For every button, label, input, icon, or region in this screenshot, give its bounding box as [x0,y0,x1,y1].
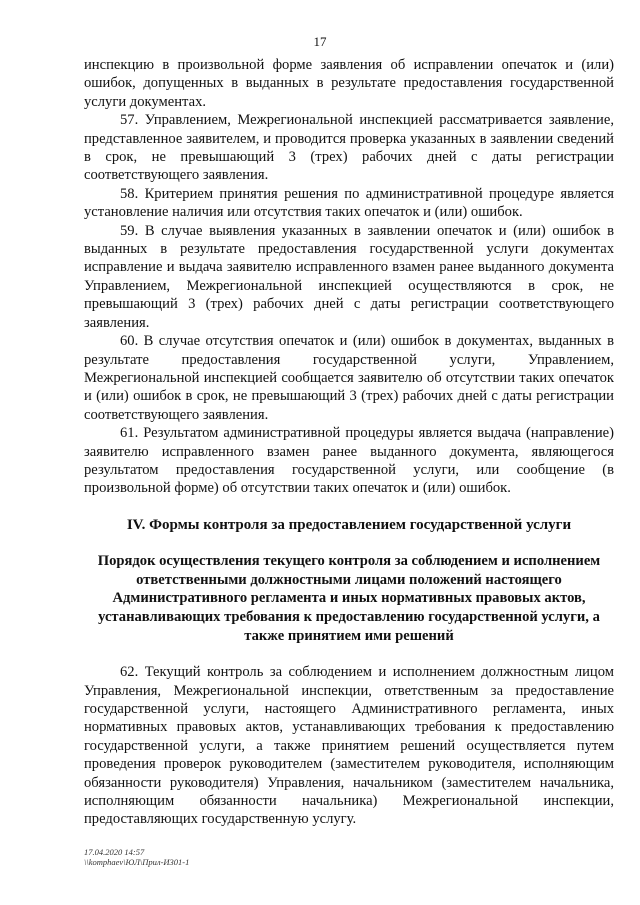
paragraph-57: 57. Управлением, Межрегиональной инспекцией рассматривается заявление, представленное заявителем, и проводится проверка указанных в заявлении сведений в срок, не превышающий 3 (трех) рабочих дней с даты регистрации соответствующего заявления. [84,112,614,184]
subsection-heading: Порядок осуществления текущего контроля за соблюдением и исполнением ответственными должностными лицами положений настоящего Административного регламента и иных нормативных правовых актов, устанавливающих требования к предоставлению государственной услуги, а также принятием ими решений [97,553,601,644]
footer-date: 17.04.2020 14:57 [84,847,145,857]
paragraph-continuation: инспекцию в произвольной форме заявления об исправлении опечаток и (или) ошибок, допущенных в выданных в результате предоставления государственной услуги документах. [84,57,614,110]
paragraph-61: 61. Результатом административной процедуры является выдача (направление) заявителю исправленного взамен ранее выданного документа, являющегося результатом предоставления государственной услуги, или сообщение (в произвольной форме) об отсутствии таких опечаток и (или) ошибок. [84,425,614,497]
paragraph-60: 60. В случае отсутствия опечаток и (или) ошибок в документах, выданных в результате предоставления государственной услуги, Управлением, Межрегиональной инспекцией сообщается заявителю об отсутствии таких опечаток и (или) ошибок в срок, не превышающий 3 (трех) рабочих дней с даты регистрации соответствующего заявления. [84,333,614,423]
paragraph-59: 59. В случае выявления указанных в заявлении опечаток и (или) ошибок в выданных в результате предоставления государственной услуги документах исправление и выдача заявителю исправленного взамен ранее выданного документа Управлением, Межрегиональной инспекцией осуществляются в срок, не превышающий 3 (трех) рабочих дней с даты регистрации соответствующего заявления. [84,222,614,331]
footer-path: \\komphaev\ЮЛ\Прил-И301-1 [84,857,190,867]
document-footer [84,847,189,867]
document-body [84,56,614,829]
section-heading-iv: IV. Формы контроля за предоставлением государственной услуги [126,516,572,533]
page-number: 17 [313,34,327,49]
paragraph-62: 62. Текущий контроль за соблюдением и исполнением должностным лицом Управления, Межрегиональной инспекции, ответственным за предоставление государственной услуги, настоящего Административного регламента, иных нормативных правовых актов, устанавливающих требования к предоставлению государственной услуги, а также принятием решений осуществляется путем проведения проверок руководителем (заместителем руководителя, исполняющим обязанности руководителя) Управления, начальником (заместителем начальника, исполняющим обязанности начальника) Межрегиональной инспекции, предоставляющих государственную услугу. [84,664,614,828]
paragraph-58: 58. Критерием принятия решения по административной процедуре является установление наличия или отсутствия таких опечаток и (или) ошибок. [84,185,614,221]
